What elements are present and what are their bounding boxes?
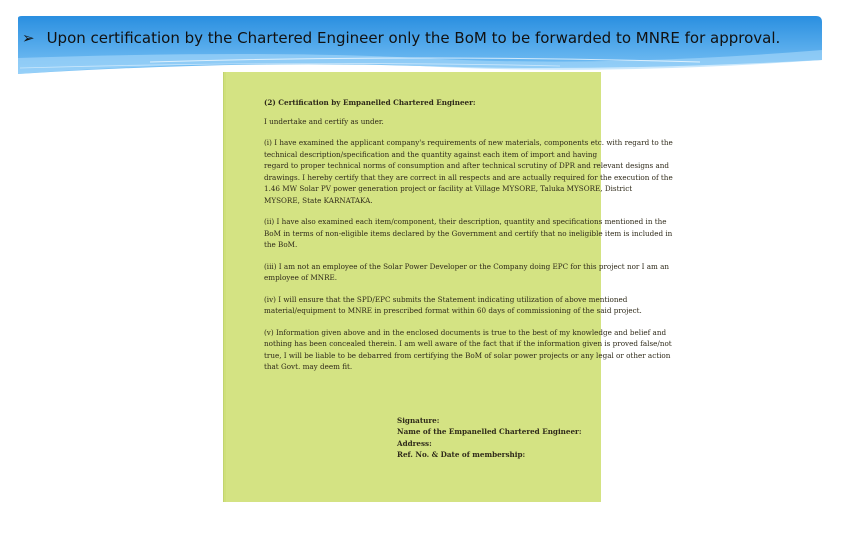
para-4: (iv) I will ensure that the SPD/EPC submits the Statement indicating utilization of above mentioned material/equipment to MNRE in prescribed format within 60 days of commissioning of the said project. bbox=[264, 294, 642, 315]
signature-block bbox=[397, 415, 582, 461]
para-2: (ii) I have also examined each item/component, their description, quantity and specifications mentioned in the BoM in terms of non-eligible items declared by the Government and certify that no ineligible item is included in the BoM. bbox=[264, 217, 673, 249]
signature-label: Signature: bbox=[397, 416, 440, 425]
slide-heading bbox=[22, 29, 780, 47]
para-5: (v) Information given above and in the enclosed documents is true to the best of my knowledge and belief and nothing has been concealed therein. I am well aware of the fact that if the information given is proved false/not true, I will be liable to be debarred from certifying the BoM of solar power projects or any legal or other action that Govt. may deem fit. bbox=[264, 327, 672, 371]
para-3: (iii) I am not an employee of the Solar Power Developer or the Company doing EPC for this project nor I am an employee of MNRE. bbox=[264, 261, 670, 282]
membership-ref-label: Ref. No. & Date of membership: bbox=[397, 450, 526, 460]
arrow-bullet-icon: ➢ bbox=[22, 29, 35, 47]
address-label: Address: bbox=[397, 438, 432, 448]
para-1: (i) I have examined the applicant company's requirements of new materials, components etc. with regard to the technical description/specification and the quantity against each item of import and having regard to proper technical norms of consumption and after technical scrutiny of DPR and relevant designs and drawings. I hereby certify that they are correct in all respects and are actually required for the execution of the 1.46 MW Solar PV power generation project or facility at Village MYSORE, Taluka MYSORE, District MYSORE, State KARNATAKA. bbox=[264, 138, 673, 205]
intro-line: I undertake and certify as under. bbox=[264, 116, 384, 126]
engineer-name-label: Name of the Empanelled Chartered Engineer: bbox=[397, 427, 582, 437]
section-title: (2) Certification by Empanelled Chartered Engineer: bbox=[264, 98, 476, 107]
certificate-text bbox=[264, 97, 673, 383]
slide-heading-text: Upon certification by the Chartered Engineer only the BoM to be forwarded to MNRE for approval. bbox=[46, 29, 781, 47]
certificate-image bbox=[223, 72, 673, 502]
